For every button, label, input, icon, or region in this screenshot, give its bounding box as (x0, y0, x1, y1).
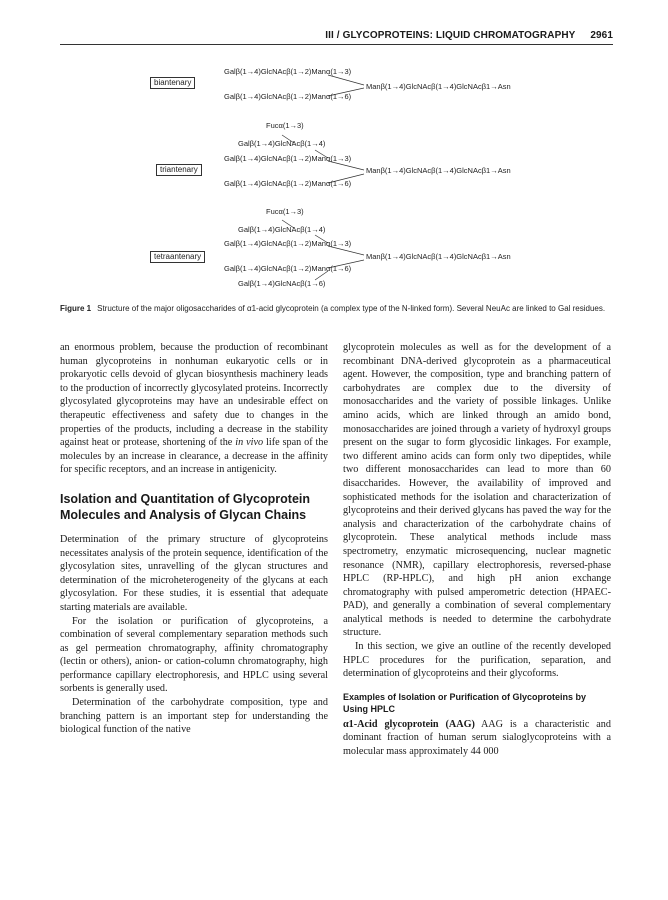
header-rule (60, 44, 613, 45)
paragraph: For the isolation or purification of glycoproteins, a combination of several complementary separation methods such as gel permeation chromatography, affinity chromatography (lectin or others), anion- or cation-column chromatography, high performance capillary electrophoresis, and HPLC using several sorbents is generally used. (60, 615, 328, 695)
italic-term: in vivo (235, 437, 264, 449)
structure-line: Galβ(1→4)GlcNAcβ(1→2)Manα(1→3) (224, 67, 352, 76)
paragraph (60, 341, 328, 477)
structure-line: Galβ(1→4)GlcNAcβ(1→2)Manα(1→6) (224, 92, 352, 101)
structure-line: Galβ(1→4)GlcNAcβ(1→2)Manα(1→3) (224, 239, 352, 248)
figure-1 (60, 55, 613, 295)
label-tetraantenary: tetraantenary (150, 251, 205, 263)
label-triantenary: triantenary (156, 164, 202, 176)
figure-connectors (60, 55, 613, 295)
page-number: 2961 (590, 30, 613, 41)
paragraph-text: AAG is a characteristic and dominant fraction of human serum sialoglycoproteins with a molecular mass approximately 44 000 (343, 718, 611, 758)
running-title: III / GLYCOPROTEINS: LIQUID CHROMATOGRAPHY (325, 30, 576, 41)
label-biantenary: biantenary (150, 77, 195, 89)
paragraph-text: life span of the molecules by an increase in clearance, a decrease in the affinity for specific receptors, and an increase in antigenicity. (60, 437, 329, 476)
structure-core: Manβ(1→4)GlcNAcβ(1→4)GlcNAcβ1→Asn (366, 252, 511, 261)
structure-line: Galβ(1→4)GlcNAcβ(1→4) (238, 225, 326, 234)
paragraph-text: an enormous problem, because the production of recombinant human glycoproteins in nonhuman eukaryotic cells or in prokaryotic cells devoid of glycan biosynthesis machinery leads to the production of incorrectly glycosylated proteins. Incorrectly glycosylated glycoproteins may have an undesirable effect on therapeutic effectiveness and safety due to changes in the properties of the products, including a decrease in the stability against heat or protease, shortening of the (60, 342, 328, 449)
left-column (60, 341, 328, 737)
paragraph (343, 718, 611, 759)
structure-line: Galβ(1→4)GlcNAcβ(1→6) (238, 279, 326, 288)
structure-line: Galβ(1→4)GlcNAcβ(1→2)Manα(1→3) (224, 154, 352, 163)
structure-line: Galβ(1→4)GlcNAcβ(1→4) (238, 139, 326, 148)
caption-label: Figure 1 (60, 304, 92, 313)
structure-core: Manβ(1→4)GlcNAcβ(1→4)GlcNAcβ1→Asn (366, 166, 511, 175)
structure-core: Manβ(1→4)GlcNAcβ(1→4)GlcNAcβ1→Asn (366, 82, 511, 91)
paragraph: Determination of the carbohydrate composition, type and branching pattern is an important step for understanding the biological function of the native (60, 697, 328, 736)
paragraph: Determination of the primary structure of glycoproteins necessitates analysis of the protein sequence, identification of the glycosylation sites, unravelling of the glycan structures and determination of the microheterogeneity of the glycans at each glycosylation. For these studies, it is essential that adequate starting materials are available. (60, 533, 328, 613)
caption-text: Structure of the major oligosaccharides of α1-acid glycoprotein (a complex type of the N-linked form). Several NeuAc are linked to Gal residues. (97, 304, 606, 313)
subsection-heading: Examples of Isolation or Purification of Glycoproteins by Using HPLC (343, 691, 587, 714)
paragraph: glycoprotein molecules as well as for the development of a recombinant DNA-derived glycoprotein as a pharmaceutical agent. However, the composition, type and branching pattern of carbohydrates are complex due to the diversity of monosaccharides and the variety of possible linkages. Unlike amino acids, which are linked through an amido bond, monosaccharides are joined through a variety of hydroxyl groups present on the sugar to form glycosidic linkages. For example, two different amino acids can form only two dipeptides, while two different monosaccharides can lead to more than 60 disaccharides. However, the availability of improved and sophisticated methods for the isolation and characterization of glycoproteins and their derived glycans has paved the way for the analysis and characterization of the carbohydrate chains of glycoprotein. These analytical methods include mass spectrometry, enzymatic microsequencing, nuclear magnetic resonance (NMR), capillary electrophoresis, reversed-phase HPLC (RP-HPLC), and high pH anion exchange chromatography with pulsed amperometric detection (HPAEC-PAD), and generally a combination of several complementary analytical methods is needed to determine the carbohydrate structure. (343, 342, 611, 639)
paragraph: In this section, we give an outline of the recently developed HPLC procedures for the purification, separation, and determination of glycoproteins and their glycoforms. (343, 641, 611, 680)
structure-line: Galβ(1→4)GlcNAcβ(1→2)Manα(1→6) (224, 179, 352, 188)
connector-line (328, 75, 364, 85)
runin-heading: α1-Acid glycoprotein (AAG) (343, 718, 475, 730)
structure-line: Fucα(1→3) (266, 207, 304, 216)
running-header (325, 30, 613, 41)
figure-caption (60, 303, 613, 314)
right-column (343, 341, 611, 759)
structure-line: Galβ(1→4)GlcNAcβ(1→2)Manα(1→6) (224, 264, 352, 273)
section-heading: Isolation and Quantitation of Glycoprotein Molecules and Analysis of Glycan Chains (60, 491, 310, 522)
structure-line: Fucα(1→3) (266, 121, 304, 130)
